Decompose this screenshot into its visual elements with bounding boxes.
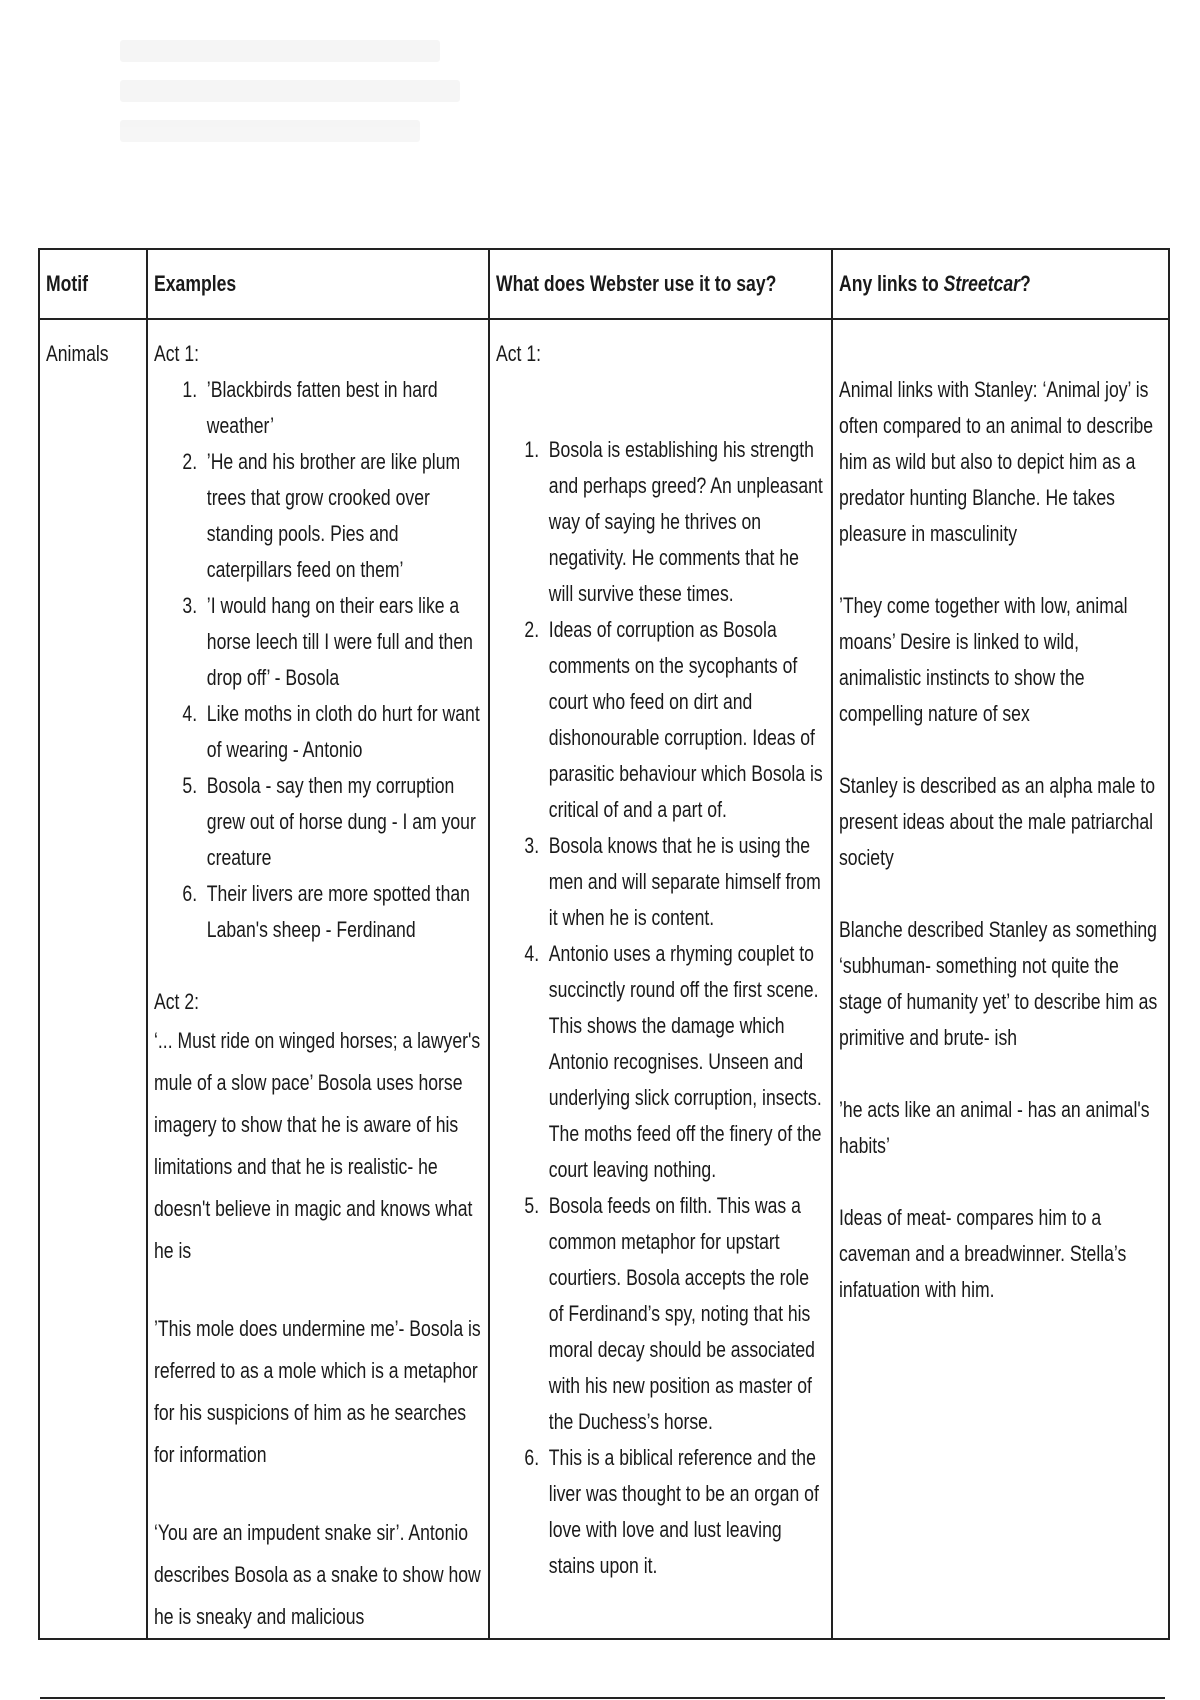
links-paragraph: Stanley is described as an alpha male to present ideas about the male patriarchal society [839, 773, 1156, 870]
examples-act2-label: Act 2: [154, 989, 199, 1014]
motif-table [38, 248, 1170, 1640]
list-item: 4. Like moths in cloth do hurt for want of wearing - Antonio [202, 696, 482, 768]
page-divider [40, 1697, 1165, 1699]
header-links: Any links to Streetcar? [832, 249, 1169, 319]
examples-act2-paragraph: ‘You are an impudent snake sir’. Antonio describes Bosola as a snake to show how he is sneaky and malicious [154, 1520, 481, 1629]
links-paragraph: Animal links with Stanley: ‘Animal joy’ is often compared to an animal to describe him as wild but also to depict him as a predator hunting Blanche. He takes pleasure in masculinity [839, 377, 1154, 546]
links-paragraph: Blanche described Stanley as something ‘subhuman- something not quite the stage of humanity yet’ to describe him as primitive and brute- ish [839, 917, 1158, 1050]
cell-links [832, 319, 1169, 1639]
list-item: 1. Bosola is establishing his strength and perhaps greed? An unpleasant way of saying he thrives on negativity. He comments that he will survive these times. [544, 432, 825, 612]
faded-header-graphic [120, 40, 480, 200]
list-item: 6. Their livers are more spotted than Laban's sheep - Ferdinand [202, 876, 482, 948]
webster-list [496, 432, 825, 1584]
list-item: 3. ’I would hang on their ears like a horse leech till I were full and then drop off’ - Bosola [202, 588, 482, 696]
list-item: 5. Bosola - say then my corruption grew out of horse dung - I am your creature [202, 768, 482, 876]
list-item: 5. Bosola feeds on filth. This was a common metaphor for upstart courtiers. Bosola accepts the role of Ferdinand’s spy, noting that his moral decay should be associated with his new position as master of the Duchess’s horse. [544, 1188, 825, 1440]
links-paragraph: Ideas of meat- compares him to a caveman and a breadwinner. Stella’s infatuation with him. [839, 1205, 1127, 1302]
list-item: 4. Antonio uses a rhyming couplet to succinctly round off the first scene. This shows the damage which Antonio recognises. Unseen and underlying slick corruption, insects. The moths feed off the finery of the court leaving nothing. [544, 936, 825, 1188]
list-item: 1. ’Blackbirds fatten best in hard weather’ [202, 372, 482, 444]
examples-act1-label: Act 1: [154, 341, 199, 366]
list-item: 2. Ideas of corruption as Bosola comments on the sycophants of court who feed on dirt and dishonourable corruption. Ideas of parasitic behaviour which Bosola is critical of and a part of. [544, 612, 825, 828]
cell-examples [147, 319, 489, 1639]
list-item: 3. Bosola knows that he is using the men and will separate himself from it when he is content. [544, 828, 825, 936]
examples-act2-paragraph: ‘... Must ride on winged horses; a lawyer's mule of a slow pace’ Bosola uses horse imagery to show that he is aware of his limitations and that he is realistic- he doesn't believe in magic and knows what he is [154, 1028, 481, 1263]
header-webster: What does Webster use it to say? [489, 249, 832, 319]
cell-webster [489, 319, 832, 1639]
header-motif: Motif [39, 249, 147, 319]
cell-motif [39, 319, 147, 1639]
table-row [39, 319, 1169, 1639]
links-paragraph: ’he acts like an animal - has an animal's habits’ [839, 1097, 1150, 1158]
examples-act1-list [154, 372, 482, 948]
header-examples: Examples [147, 249, 489, 319]
list-item: 2. ’He and his brother are like plum trees that grow crooked over standing pools. Pies and caterpillars feed on them’ [202, 444, 482, 588]
motif-label: Animals [46, 341, 109, 366]
examples-act2-paragraph: ’This mole does undermine me’- Bosola is referred to as a mole which is a metaphor for his suspicions of him as he searches for information [154, 1316, 481, 1467]
links-paragraph: ’They come together with low, animal moans’ Desire is linked to wild, animalistic instincts to show the compelling nature of sex [839, 593, 1128, 726]
list-item: 6. This is a biblical reference and the liver was thought to be an organ of love with love and lust leaving stains upon it. [544, 1440, 825, 1584]
webster-act1-label: Act 1: [496, 341, 541, 366]
table-header-row [39, 249, 1169, 319]
